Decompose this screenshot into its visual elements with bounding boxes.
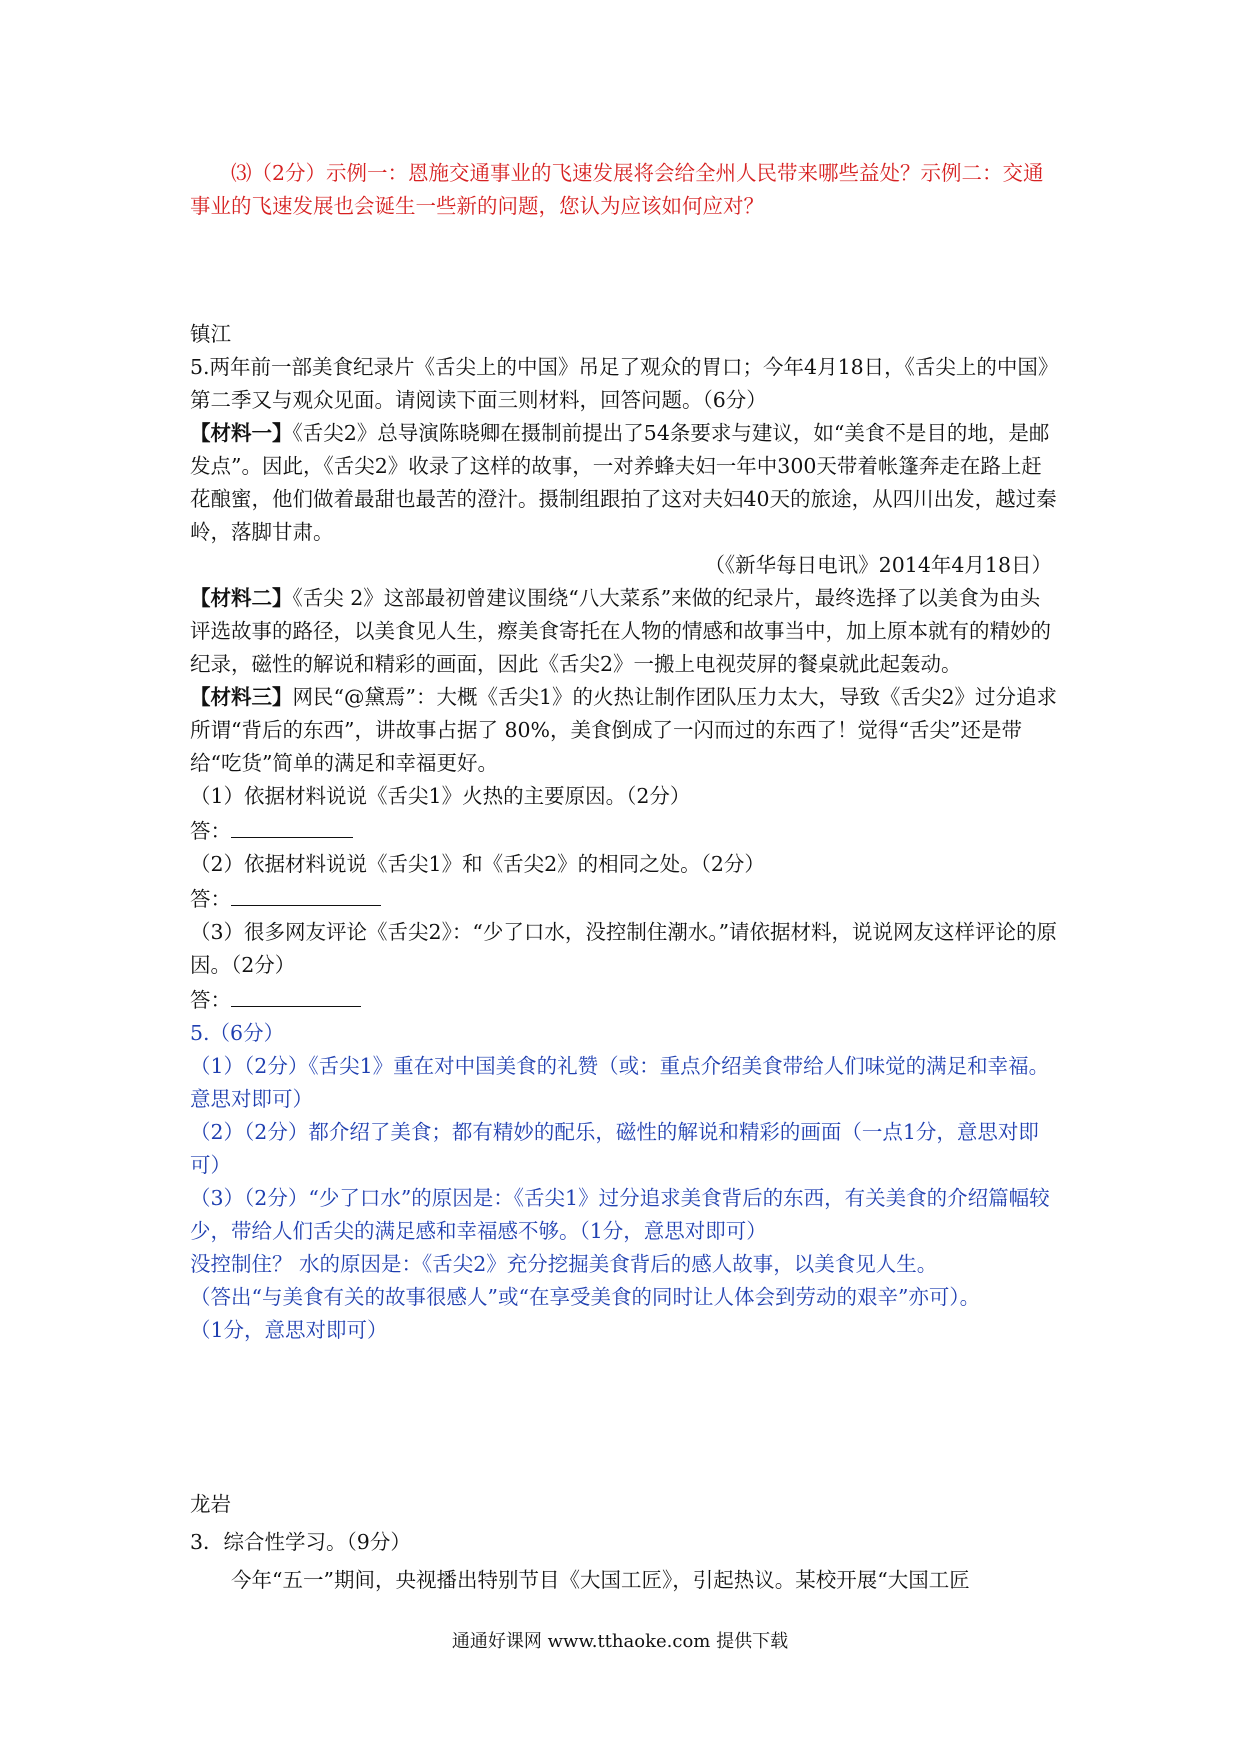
material-1-source: （《新华每日电讯》2014年4月18日） xyxy=(704,553,1052,577)
material-2-label: 【材料二】 xyxy=(190,586,293,610)
question-5-2: （2）依据材料说说《舌尖1》和《舌尖2》的相同之处。（2分） xyxy=(190,852,765,876)
material-1 xyxy=(190,417,1060,549)
answer-blank-1[interactable] xyxy=(231,813,353,838)
answer-key-3c: （答出“与美食有关的故事很感人”或“在享受美食的同时让人体会到劳动的艰辛”亦可）。 xyxy=(190,1285,981,1309)
prev-answer-block xyxy=(190,157,1060,223)
question-5-intro: 5.两年前一部美食纪录片《舌尖上的中国》吊足了观众的胃口；今年4月18日，《舌尖上的中国》第二季又与观众见面。请阅读下面三则材料，回答问题。（6分） xyxy=(190,355,1059,412)
answer-line-1 xyxy=(190,813,1060,848)
answer-key-2: （2）（2分）都介绍了美食；都有精妙的配乐，磁性的解说和精彩的画面（一点1分，意思对即可） xyxy=(190,1120,1039,1177)
answer-blank-2[interactable] xyxy=(231,881,381,906)
section-heading-longyan: 龙岩 xyxy=(190,1492,231,1516)
answer-line-3 xyxy=(190,982,1060,1017)
section-heading-zhenjiang: 镇江 xyxy=(190,322,231,346)
page-footer: 通通好课网 www.tthaoke.com 提供下载 xyxy=(451,1631,789,1652)
answer-blank-3[interactable] xyxy=(231,982,361,1007)
answer-key-header: 5.（6分） xyxy=(190,1021,285,1045)
answer-label: 答： xyxy=(190,887,231,911)
answer-key-3: （3）（2分）“少了口水”的原因是：《舌尖1》过分追求美食背后的东西，有关美食的介绍篇幅较少，带给人们舌尖的满足感和幸福感不够。（1分，意思对即可） xyxy=(190,1186,1050,1243)
material-2-text: 《舌尖 2》这部最初曾建议围绕“八大菜系”来做的纪录片，最终选择了以美食为由头评选故事的路径，以美食见人生，瘵美食寄托在人物的情感和故事当中，加上原本就有的精妙的纪录，磁性的解说和精彩的画面，因此《舌尖2》一搬上电视荧屏的餐桌就此起轰动。 xyxy=(190,586,1051,676)
answer-key-1: （1）（2分）《舌尖1》重在对中国美食的礼赞（或：重点介绍美食带给人们味觉的满足和幸福。意思对即可） xyxy=(190,1054,1050,1111)
answer-key-3b: 没控制住？ 水的原因是：《舌尖2》充分挖掘美食背后的感人故事，以美食见人生。 xyxy=(190,1252,938,1276)
question-5-1: （1）依据材料说说《舌尖1》火热的主要原因。（2分） xyxy=(190,784,691,808)
question-3: 3．综合性学习。（9分） xyxy=(190,1530,411,1554)
material-2 xyxy=(190,582,1060,681)
answer-key-5 xyxy=(190,1017,1060,1347)
zhenjiang-section xyxy=(190,318,1060,1347)
material-1-text: 《舌尖2》总导演陈晓卿在摄制前提出了54条要求与建议，如“美食不是目的地，是邮发点”。因此，《舌尖2》收录了这样的故事，一对养蜂夫妇一年中300天带着帐篷奔走在路上赶花酿蜜，他们做着最甜也最苦的澄汁。摄制组跟拍了这对夫妇40天的旅途，从四川出发，越过秦岭，落脚甘肃。 xyxy=(190,421,1057,544)
answer-label: 答： xyxy=(190,988,231,1012)
material-3-text: 网民“@黛焉”：大概《舌尖1》的火热让制作团队压力太大，导致《舌尖2》过分追求所谓“背后的东西”，讲故事占据了 80%，美食倒成了一闪而过的东西了！觉得“舌尖”还是带给“吃货”简单的满足和幸福更好。 xyxy=(190,685,1058,775)
material-3 xyxy=(190,681,1060,780)
answer-key-3d: （1分，意思对即可） xyxy=(190,1318,388,1342)
question-5-3: （3）很多网友评论《舌尖2》：“少了口水，没控制住潮水。”请依据材料，说说网友这样评论的原因。（2分） xyxy=(190,920,1058,977)
answer-line-2 xyxy=(190,881,1060,916)
question-3-text: 今年“五一”期间，央视播出特别节目《大国工匠》，引起热议。某校开展“大国工匠 xyxy=(231,1568,970,1592)
material-1-label: 【材料一】 xyxy=(190,421,293,445)
material-3-label: 【材料三】 xyxy=(190,685,293,709)
answer-label: 答： xyxy=(190,819,231,843)
prev-answer-3: ⑶（2分）示例一：恩施交通事业的飞速发展将会给全州人民带来哪些益处？示例二：交通事业的飞速发展也会诞生一些新的问题，您认为应该如何应对？ xyxy=(190,161,1044,218)
longyan-section xyxy=(190,1488,1060,1597)
